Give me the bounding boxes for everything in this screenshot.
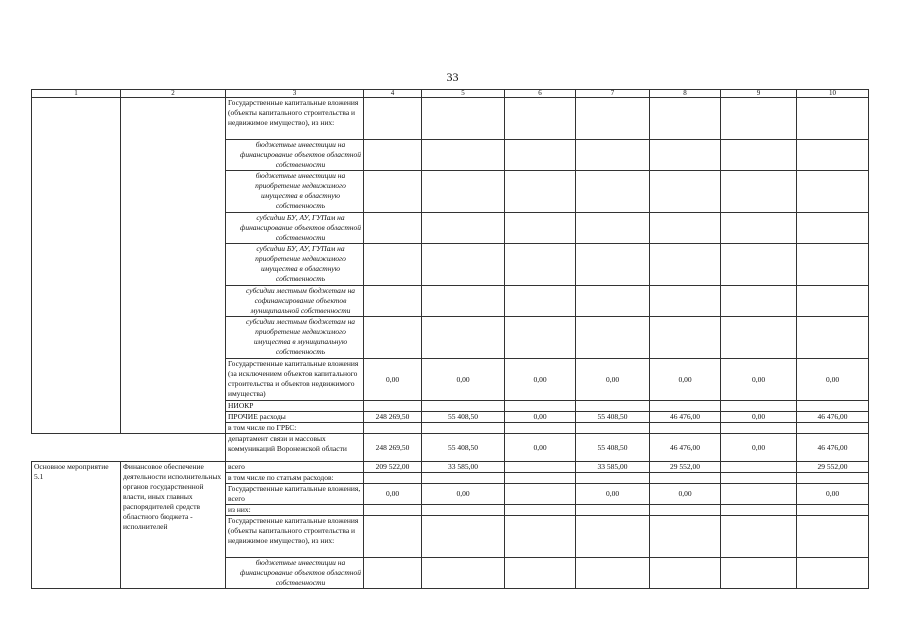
value-cell: 248 269,50 <box>364 412 422 423</box>
header-cell: 4 <box>364 90 422 98</box>
value-cell: 0,00 <box>364 359 422 401</box>
table-row <box>32 462 869 473</box>
spacer <box>32 434 226 462</box>
value-cell: 0,00 <box>721 434 797 462</box>
value-cell <box>721 462 797 473</box>
value-cell: 0,00 <box>797 359 869 401</box>
budget-table <box>31 89 869 589</box>
value-cell: 33 585,00 <box>576 462 650 473</box>
header-row <box>32 90 869 98</box>
value-cell: 0,00 <box>576 359 650 401</box>
value-cell: 0,00 <box>505 434 576 462</box>
row-label: ПРОЧИЕ расходы <box>226 412 364 423</box>
header-cell: 1 <box>32 90 121 98</box>
value-cell: 0,00 <box>422 359 505 401</box>
value-cell: 248 269,50 <box>364 434 422 462</box>
header-cell: 5 <box>422 90 505 98</box>
row-label: Государственные капитальные вложения (за исключением объектов капитального строительства и объектов недвижимого имущества) <box>226 359 364 401</box>
row-label: Государственные капитальные вложения, всего <box>226 484 364 505</box>
row-label: из них: <box>226 505 364 516</box>
value-cell <box>721 484 797 505</box>
value-cell: 0,00 <box>505 359 576 401</box>
row-label: в том числе по ГРБС: <box>226 423 364 434</box>
value-cell: 55 408,50 <box>422 434 505 462</box>
value-cell: 29 552,00 <box>650 462 721 473</box>
table-row <box>32 98 869 140</box>
value-cell: 0,00 <box>364 484 422 505</box>
header-cell: 8 <box>650 90 721 98</box>
row-label: НИОКР <box>226 401 364 412</box>
row-label: субсидии местным бюджетам на софинансирование объектов муниципальной собственности <box>226 286 364 317</box>
row-label: бюджетные инвестиции на приобретение недвижимого имущества в областную собственность <box>226 171 364 213</box>
header-cell: 3 <box>226 90 364 98</box>
value-cell: 0,00 <box>505 412 576 423</box>
value-cell: 0,00 <box>576 484 650 505</box>
table-row <box>32 434 869 462</box>
value-cell: 0,00 <box>721 412 797 423</box>
section-col2: Финансовое обеспечение деятельности исполнительных органов государственной власти, иных главных распорядителей средств областного бюджета - исполнителей <box>121 462 226 589</box>
value-cell <box>505 462 576 473</box>
row-label: субсидии БУ, АУ, ГУПам на приобретение недвижимого имущества в областную собственность <box>226 244 364 286</box>
header-cell: 7 <box>576 90 650 98</box>
row-label: всего <box>226 462 364 473</box>
header-cell: 2 <box>121 90 226 98</box>
value-cell: 46 476,00 <box>650 434 721 462</box>
value-cell: 55 408,50 <box>576 434 650 462</box>
value-cell: 0,00 <box>721 359 797 401</box>
prev-section-col1 <box>32 98 121 434</box>
value-cell: 55 408,50 <box>576 412 650 423</box>
row-label: Государственные капитальные вложения (объекты капитального строительства и недвижимое имущество), из них: <box>226 98 364 140</box>
section-col1: Основное мероприятие 5.1 <box>32 462 121 589</box>
row-label: бюджетные инвестиции на финансирование объектов областной собственности <box>226 140 364 171</box>
row-label: субсидии БУ, АУ, ГУПам на финансирование объектов областной собственности <box>226 213 364 244</box>
value-cell: 0,00 <box>650 484 721 505</box>
prev-section-col2 <box>121 98 226 434</box>
row-label: бюджетные инвестиции на финансирование объектов областной собственности <box>226 558 364 589</box>
value-cell: 46 476,00 <box>650 412 721 423</box>
value-cell: 33 585,00 <box>422 462 505 473</box>
row-label: Государственные капитальные вложения (объекты капитального строительства и недвижимое имущество), из них: <box>226 516 364 558</box>
header-cell: 10 <box>797 90 869 98</box>
row-label: в том числе по статьям расходов: <box>226 473 364 484</box>
row-label: субсидии местным бюджетам на приобретение недвижимого имущества в муниципальную собственность <box>226 317 364 359</box>
row-label: департамент связи и массовых коммуникаций Воронежской области <box>226 434 364 462</box>
value-cell: 55 408,50 <box>422 412 505 423</box>
value-cell: 0,00 <box>650 359 721 401</box>
value-cell: 0,00 <box>797 484 869 505</box>
header-cell: 9 <box>721 90 797 98</box>
value-cell: 46 476,00 <box>797 412 869 423</box>
value-cell: 29 552,00 <box>797 462 869 473</box>
value-cell: 209 522,00 <box>364 462 422 473</box>
value-cell: 0,00 <box>422 484 505 505</box>
page-number: 33 <box>446 70 459 84</box>
value-cell: 46 476,00 <box>797 434 869 462</box>
header-cell: 6 <box>505 90 576 98</box>
value-cell <box>505 484 576 505</box>
